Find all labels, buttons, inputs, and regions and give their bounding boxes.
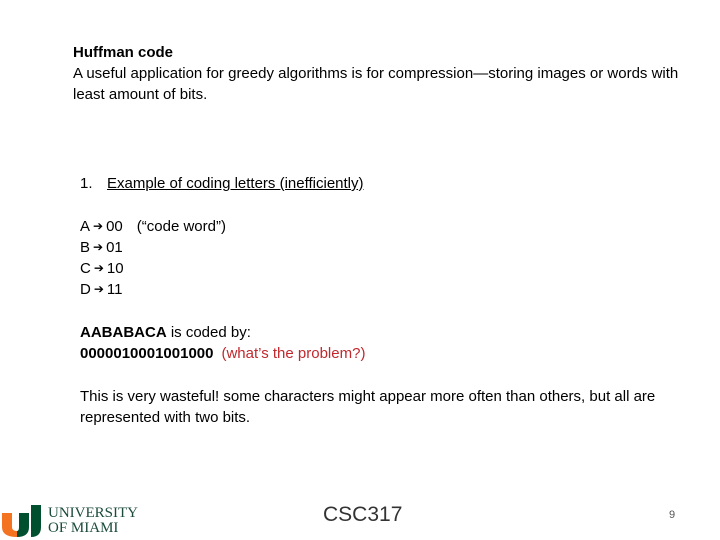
- code-bits: 00: [106, 218, 123, 235]
- problem-question: (what’s the problem?): [221, 345, 366, 362]
- right-arrow-icon: ➔: [93, 240, 104, 254]
- right-arrow-icon: ➔: [93, 261, 104, 275]
- code-bits: 01: [106, 239, 123, 256]
- code-letter: C: [80, 260, 91, 277]
- section-heading-text: Example of coding letters (inefficiently): [107, 175, 364, 192]
- code-list: [80, 216, 700, 300]
- code-letter: D: [80, 281, 91, 298]
- code-note: (“code word”): [136, 218, 226, 235]
- intro-block: [73, 42, 683, 105]
- slide-title: Huffman code: [73, 44, 174, 61]
- coded-word: AABABACA: [80, 324, 167, 341]
- code-bits: 11: [106, 281, 123, 298]
- code-letter: B: [80, 239, 91, 256]
- coded-suffix: is coded by:: [166, 324, 251, 341]
- coded-line: [80, 322, 700, 343]
- waste-text: This is very wasteful! some characters might appear more often than others, but all are represented with two bits.: [80, 388, 656, 426]
- section-number: 1.: [80, 175, 93, 192]
- coded-example: [80, 322, 700, 364]
- logo-line-1: UNIVERSITY: [48, 505, 138, 521]
- right-arrow-icon: ➔: [93, 219, 104, 233]
- page-number: 9: [669, 509, 676, 521]
- logo-line-2: OF MIAMI: [48, 520, 119, 536]
- example-section: [80, 173, 700, 428]
- logo-wordmark: [44, 506, 138, 536]
- code-row: [80, 258, 700, 279]
- code-row: [80, 216, 700, 237]
- intro-text: A useful application for greedy algorithms is for compression—storing images or words with least amount of bits.: [73, 65, 679, 103]
- university-logo-icon: [2, 505, 44, 537]
- university-logo: [2, 505, 138, 537]
- right-arrow-icon: ➔: [93, 282, 104, 296]
- course-label: CSC317: [323, 503, 403, 526]
- code-row: [80, 279, 700, 300]
- bits-line: [80, 343, 700, 364]
- code-row: [80, 237, 700, 258]
- code-letter: A: [80, 218, 91, 235]
- section-heading: [80, 173, 700, 194]
- code-bits: 10: [106, 260, 124, 277]
- coded-bits: 0000010001001000: [80, 345, 214, 362]
